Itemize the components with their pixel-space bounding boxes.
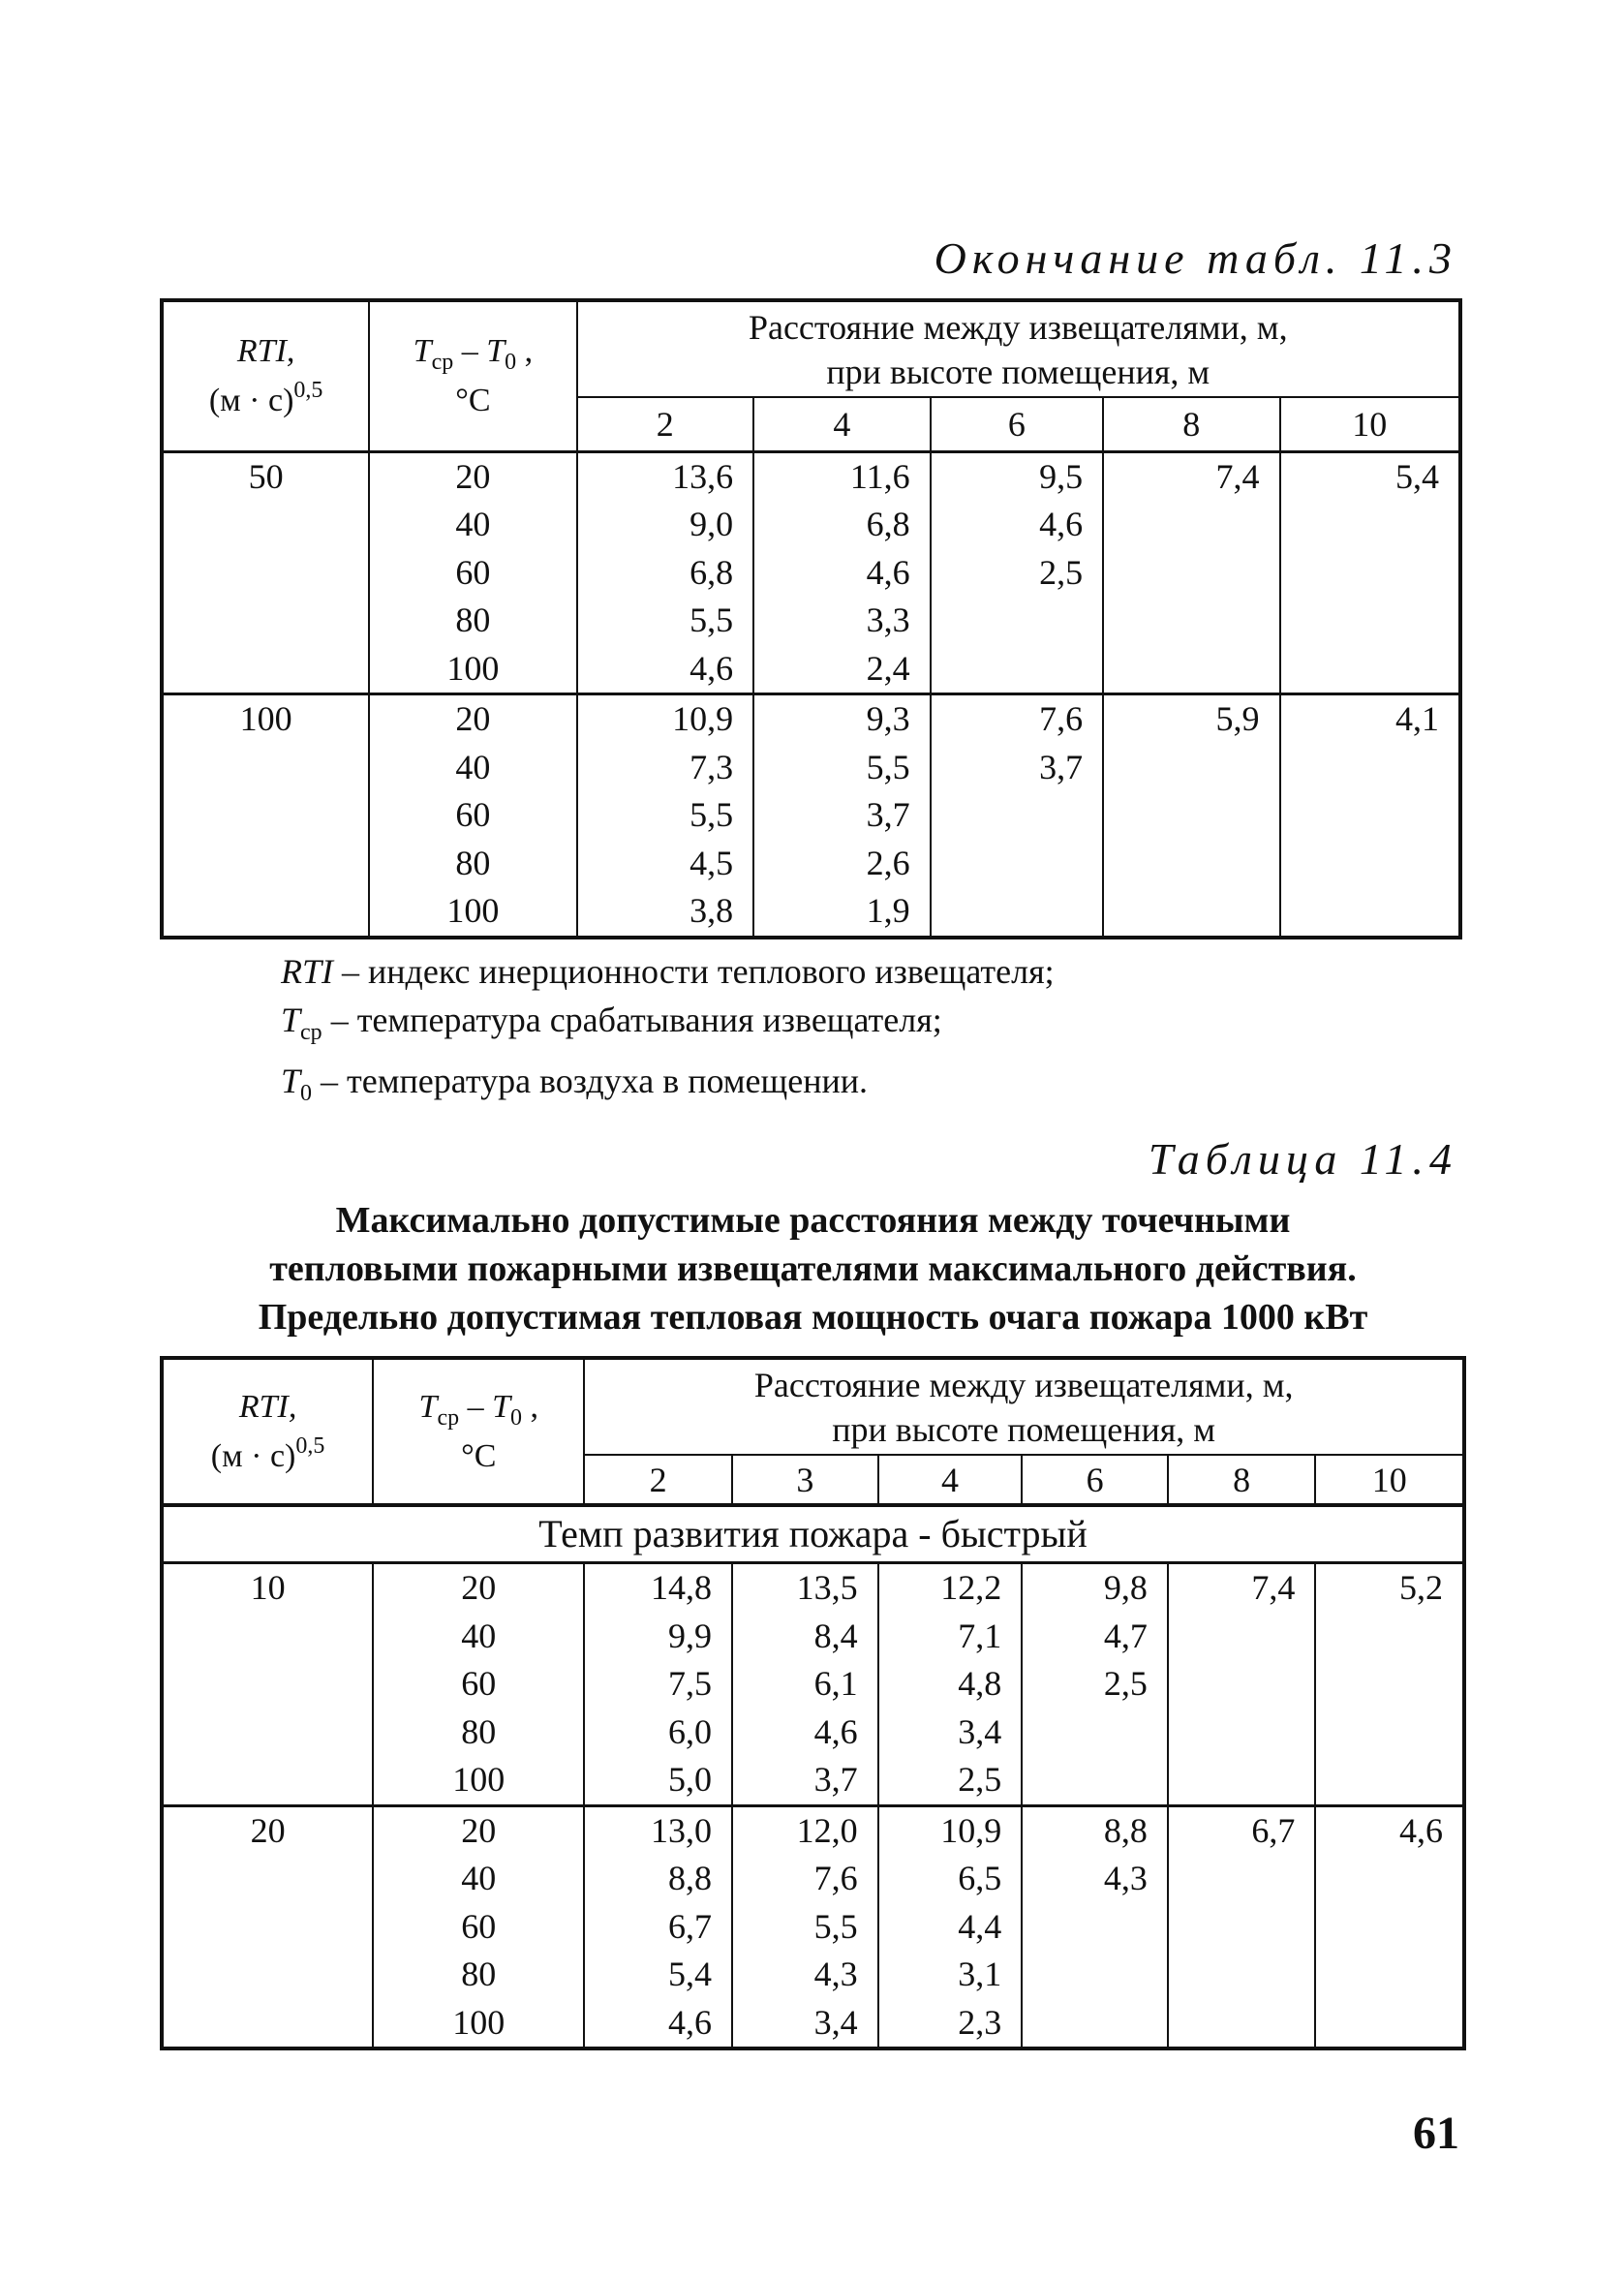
rti-value: 20 <box>162 1805 373 2048</box>
page-number: 61 <box>1413 2108 1459 2159</box>
header-height: 6 <box>931 397 1103 451</box>
temperature-column: 20 40 60 80 100 <box>373 1805 584 2048</box>
value-column: 6,7 <box>1168 1805 1316 2048</box>
value-column: 7,6 3,7 <box>931 694 1103 938</box>
header-height: 2 <box>584 1455 732 1505</box>
rti-value: 50 <box>162 451 369 694</box>
table-caption: Таблица 11.4 <box>1148 1134 1457 1184</box>
rti-value: 10 <box>162 1563 373 1806</box>
header-height: 10 <box>1280 397 1460 451</box>
value-column: 9,8 4,7 2,5 <box>1022 1563 1168 1806</box>
value-column: 5,4 <box>1280 451 1460 694</box>
header-temperature-diff: $T_{ср} - T_0$ , °С <box>369 300 576 451</box>
note-line: $T_0$ – температура воздуха в помещении. <box>281 1062 869 1106</box>
value-column: 13,5 8,4 6,1 4,6 3,7 <box>732 1563 878 1806</box>
table-11-3-end <box>160 298 1462 939</box>
value-column: 8,8 4,3 <box>1022 1805 1168 2048</box>
value-column: 13,0 8,8 6,7 5,4 4,6 <box>584 1805 732 2048</box>
header-height: 6 <box>1022 1455 1168 1505</box>
header-height: 4 <box>878 1455 1023 1505</box>
note-line: RTI – индекс инерционности теплового извещателя; <box>281 952 1055 991</box>
value-column: 5,9 <box>1103 694 1279 938</box>
section-header: Темп развития пожара - быстрый <box>162 1505 1464 1563</box>
value-column: 9,5 4,6 2,5 <box>931 451 1103 694</box>
value-column: 10,9 7,3 5,5 4,5 3,8 <box>577 694 754 938</box>
value-column: 11,6 6,8 4,6 3,3 2,4 <box>753 451 931 694</box>
header-height: 4 <box>753 397 931 451</box>
header-height: 2 <box>577 397 754 451</box>
table-11-4 <box>160 1356 1466 2050</box>
header-height: 3 <box>732 1455 878 1505</box>
header-height: 8 <box>1168 1455 1316 1505</box>
value-column: 10,9 6,5 4,4 3,1 2,3 <box>878 1805 1023 2048</box>
value-column: 12,0 7,6 5,5 4,3 3,4 <box>732 1805 878 2048</box>
value-column: 4,1 <box>1280 694 1460 938</box>
header-rti: RTI, $(м \cdot с)^{0,5}$ <box>162 1358 373 1505</box>
header-distance: Расстояние между извещателями, м, при высоте помещения, м <box>584 1358 1464 1455</box>
value-column: 9,3 5,5 3,7 2,6 1,9 <box>753 694 931 938</box>
temperature-column: 20 40 60 80 100 <box>369 451 576 694</box>
table-title: Максимально допустимые расстояния между точечными тепловыми пожарными извещателями максимального действия. Предельно допустимая тепловая мощность очага пожара 1000 кВт <box>258 1200 1368 1338</box>
header-temperature-diff: $T_{ср} - T_0$ , °С <box>373 1358 584 1505</box>
rti-value: 100 <box>162 694 369 938</box>
value-column: 5,2 <box>1315 1563 1464 1806</box>
header-distance: Расстояние между извещателями, м, при высоте помещения, м <box>577 300 1460 397</box>
value-column: 4,6 <box>1315 1805 1464 2048</box>
header-rti: RTI, $(м \cdot с)^{0,5}$ <box>162 300 369 451</box>
table-notes <box>281 947 1055 1118</box>
table-caption: Окончание табл. 11.3 <box>934 233 1457 283</box>
value-column: 13,6 9,0 6,8 5,5 4,6 <box>577 451 754 694</box>
value-column: 7,4 <box>1168 1563 1316 1806</box>
header-height: 8 <box>1103 397 1279 451</box>
value-column: 7,4 <box>1103 451 1279 694</box>
value-column: 12,2 7,1 4,8 3,4 2,5 <box>878 1563 1023 1806</box>
temperature-column: 20 40 60 80 100 <box>373 1563 584 1806</box>
header-height: 10 <box>1315 1455 1464 1505</box>
value-column: 14,8 9,9 7,5 6,0 5,0 <box>584 1563 732 1806</box>
note-line: $T_{ср}$ – температура срабатывания извещателя; <box>281 1001 942 1045</box>
temperature-column: 20 40 60 80 100 <box>369 694 576 938</box>
